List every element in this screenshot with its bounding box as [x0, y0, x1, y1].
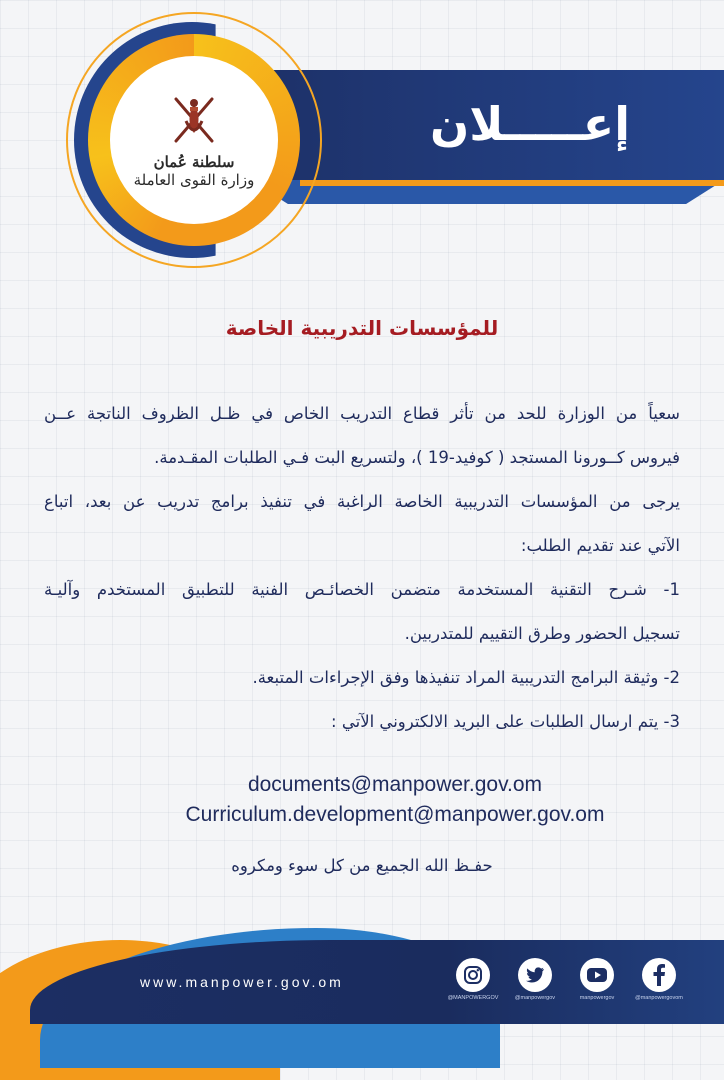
country-name: سلطنة عُمان: [153, 153, 235, 171]
social-facebook[interactable]: [632, 958, 686, 1014]
social-twitter[interactable]: [508, 958, 562, 1014]
announcement-body: [44, 396, 680, 740]
email-documents-link[interactable]: documents@manpower.gov.om: [247, 773, 543, 796]
closing-message: حفـظ الله الجميع من كل سوء ومكروه: [231, 856, 493, 875]
oman-khanjar-emblem-icon: [164, 91, 224, 149]
social-handle: @MANPOWERGOV: [447, 995, 499, 1001]
body-line: 2- وثيقة البرامج التدريبية المراد تنفيذها وفق الإجراءات المتبعة.: [252, 668, 680, 687]
email-curriculum-link[interactable]: Curriculum.development@manpower.gov.om: [185, 803, 605, 826]
body-line: فيروس كــورونا المستجد ( كوفيد-19 )، ولتسريع البت فـي الطلبات المقـدمة.: [154, 448, 680, 467]
instagram-icon: [463, 965, 483, 985]
body-line: يرجى من المؤسسات التدريبية الخاصة الراغبة في تنفيذ برامج تدريب عن بعد، اتباع: [44, 492, 680, 511]
social-handle: manpowergov: [579, 995, 615, 1001]
header-accent-stripe: [300, 180, 724, 186]
email-list: [100, 770, 690, 830]
website-link[interactable]: www.manpower.gov.om: [140, 974, 344, 990]
body-line: تسجيل الحضور وطرق التقييم للمتدربين.: [404, 624, 680, 643]
announcement-subtitle: للمؤسسات التدريبية الخاصة: [225, 316, 499, 340]
twitter-icon: [525, 966, 545, 984]
social-instagram[interactable]: [446, 958, 500, 1014]
body-line: سعياً من الوزارة للحد من تأثر قطاع التدريب الخاص في ظـل الظروف الناتجة عــن: [44, 404, 680, 423]
announcement-title: إعـــــلان: [430, 97, 630, 151]
body-line: الآتي عند تقديم الطلب:: [520, 536, 680, 555]
youtube-icon: [586, 967, 608, 983]
body-line: 1- شـرح التقنية المستخدمة متضمن الخصائـص الفنية للتطبيق المستخدم وآليـة: [44, 580, 680, 599]
social-youtube[interactable]: [570, 958, 624, 1014]
body-line: 3- يتم ارسال الطلبات على البريد الالكتروني الآتي :: [331, 712, 680, 731]
facebook-icon: [652, 964, 666, 986]
ministry-logo: [110, 56, 278, 224]
social-handle: @manpowergov: [514, 995, 556, 1001]
ministry-name: وزارة القوى العاملة: [133, 171, 255, 189]
social-handle: @manpowergovom: [635, 995, 683, 1001]
social-links: [446, 958, 686, 1014]
